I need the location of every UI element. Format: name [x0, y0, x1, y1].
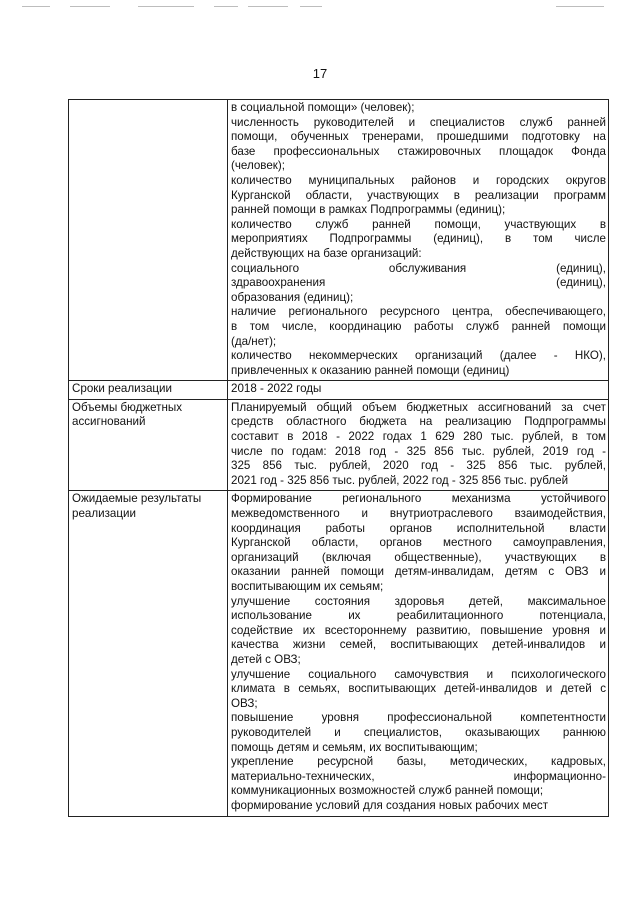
row-value-line: базе профессиональных стажировочных площадок Фонда — [231, 144, 606, 158]
row-value-line: межведомственного и внутриотраслевого взаимодействия, — [231, 507, 606, 521]
row-value-line: формирование условий для создания новых рабочих мест — [231, 798, 549, 812]
row-value-line: Планируемый общий объем бюджетных ассигнований за счет — [231, 400, 606, 414]
row-value-line: в том числе, координацию работы служб ранней помощи — [231, 319, 606, 333]
row-value-line: действующих на базе организаций: — [231, 246, 422, 260]
row-value-line: содействие их всестороннему развитию, повышение уровня и — [231, 623, 606, 637]
subprogram-passport-table — [68, 99, 609, 817]
row-value-line: координация работы органов исполнительной власти — [231, 521, 606, 535]
row-value-line: использование их реабилитационного потенциала, — [231, 609, 606, 623]
row-value-line: материально-технических, информационно- — [231, 769, 606, 783]
row-value-line: улучшение состояния здоровья детей, максимальное — [231, 594, 606, 608]
row-value-line: в социальной помощи» (человек); — [231, 101, 415, 114]
row-value-line: повышение уровня профессиональной компетентности — [231, 711, 606, 725]
page-number: 17 — [312, 66, 328, 81]
row-value-line: коммуникационных возможностей служб ранней помощи; — [231, 784, 544, 798]
scan-artifact-line — [300, 6, 322, 7]
row-value-line: помощь детям и семьям, их воспитывающим; — [231, 740, 478, 754]
row-value-line: ОВЗ; — [231, 696, 258, 710]
scan-artifact-line — [70, 6, 110, 7]
row-value-line: помощи, обученных тренерами, прошедшими подготовку на — [231, 130, 606, 144]
row-value-line: Курганской области, органов местного самоуправления, — [231, 536, 606, 550]
row-value-line: руководителей и специалистов, оказывающих раннюю — [231, 725, 606, 739]
table-row — [69, 399, 609, 491]
row-value-line: воспитывающим их семьям; — [231, 580, 384, 593]
row-label-line: Сроки реализации — [72, 382, 172, 396]
row-value-line: ранней помощи в рамках Подпрограммы (единиц); — [231, 203, 506, 217]
row-value-line: климата в семьях, воспитывающих детей-инвалидов и детей с — [231, 682, 606, 696]
row-value-line: Курганской области, участвующих в реализации программ — [231, 188, 606, 202]
row-value-line: Формирование регионального механизма устойчивого — [231, 492, 606, 506]
row-value-line: организаций (включая общественные), участвующих в — [231, 550, 606, 564]
scan-artifact-line — [248, 6, 288, 7]
row-value-line: образования (единиц); — [231, 290, 354, 304]
row-value-line: составит в 2018 - 2022 годах 1 629 280 тыс. рублей, в том — [231, 430, 606, 444]
row-value-line: числе по годам: 2018 год - 325 856 тыс. рублей, 2019 год - — [231, 444, 606, 458]
scan-artifact-line — [214, 6, 238, 7]
row-value-line: (человек); — [231, 159, 285, 173]
row-label-cell — [69, 100, 228, 381]
scan-artifact-line — [556, 6, 604, 7]
row-value-line: наличие регионального ресурсного центра, обеспечивающего, — [231, 305, 606, 319]
row-value-line: привлеченных к оказанию ранней помощи (единиц) — [231, 363, 510, 377]
row-value-line: укрепление ресурсной базы, методических, кадровых, — [231, 755, 606, 769]
row-label-line: реализации — [72, 507, 136, 521]
row-value-line: качества жизни семей, воспитывающих детей-инвалидов и — [231, 638, 606, 652]
scan-artifact-line — [138, 6, 194, 7]
row-label-cell — [69, 381, 228, 400]
row-label-line: ассигнований — [72, 415, 146, 429]
row-value-cell — [228, 381, 609, 400]
table-row — [69, 381, 609, 400]
row-value-line: 2018 - 2022 годы — [231, 382, 322, 396]
row-value-line: 2021 год - 325 856 тыс. рублей, 2022 год - 325 856 тыс. рублей — [231, 473, 569, 487]
row-value-cell — [228, 399, 609, 491]
row-value-line: количество некоммерческих организаций (далее - НКО), — [231, 349, 606, 363]
row-label-line: Ожидаемые результаты — [72, 492, 202, 506]
row-value-line: детей с ОВЗ; — [231, 652, 301, 666]
row-value-cell — [228, 100, 609, 381]
row-value-line: количество муниципальных районов и городских округов — [231, 173, 606, 187]
row-value-line: 325 856 тыс. рублей, 2020 год - 325 856 тыс. рублей, — [231, 459, 606, 473]
row-value-line: здравоохранения (единиц), — [231, 276, 606, 290]
row-value-cell — [228, 491, 609, 816]
row-value-line: мероприятиях Подпрограммы (единиц), в том числе — [231, 232, 606, 246]
row-value-line: оказании ранней помощи детям-инвалидам, детям с ОВЗ и — [231, 565, 606, 579]
row-value-line: улучшение социального самочувствия и психологического — [231, 667, 606, 681]
row-label-cell — [69, 399, 228, 491]
row-value-line: (да/нет); — [231, 334, 277, 348]
table-row — [69, 100, 609, 381]
row-value-line: средств областного бюджета на реализацию Подпрограммы — [231, 415, 606, 429]
table-row — [69, 491, 609, 816]
row-value-line: количество служб ранней помощи, участвующих в — [231, 217, 606, 231]
row-value-line: социального обслуживания (единиц), — [231, 261, 606, 275]
row-value-line: численность руководителей и специалистов служб ранней — [231, 115, 606, 129]
row-label-line: Объемы бюджетных — [72, 400, 182, 414]
row-label-cell — [69, 491, 228, 816]
scan-artifact-line — [22, 6, 50, 7]
